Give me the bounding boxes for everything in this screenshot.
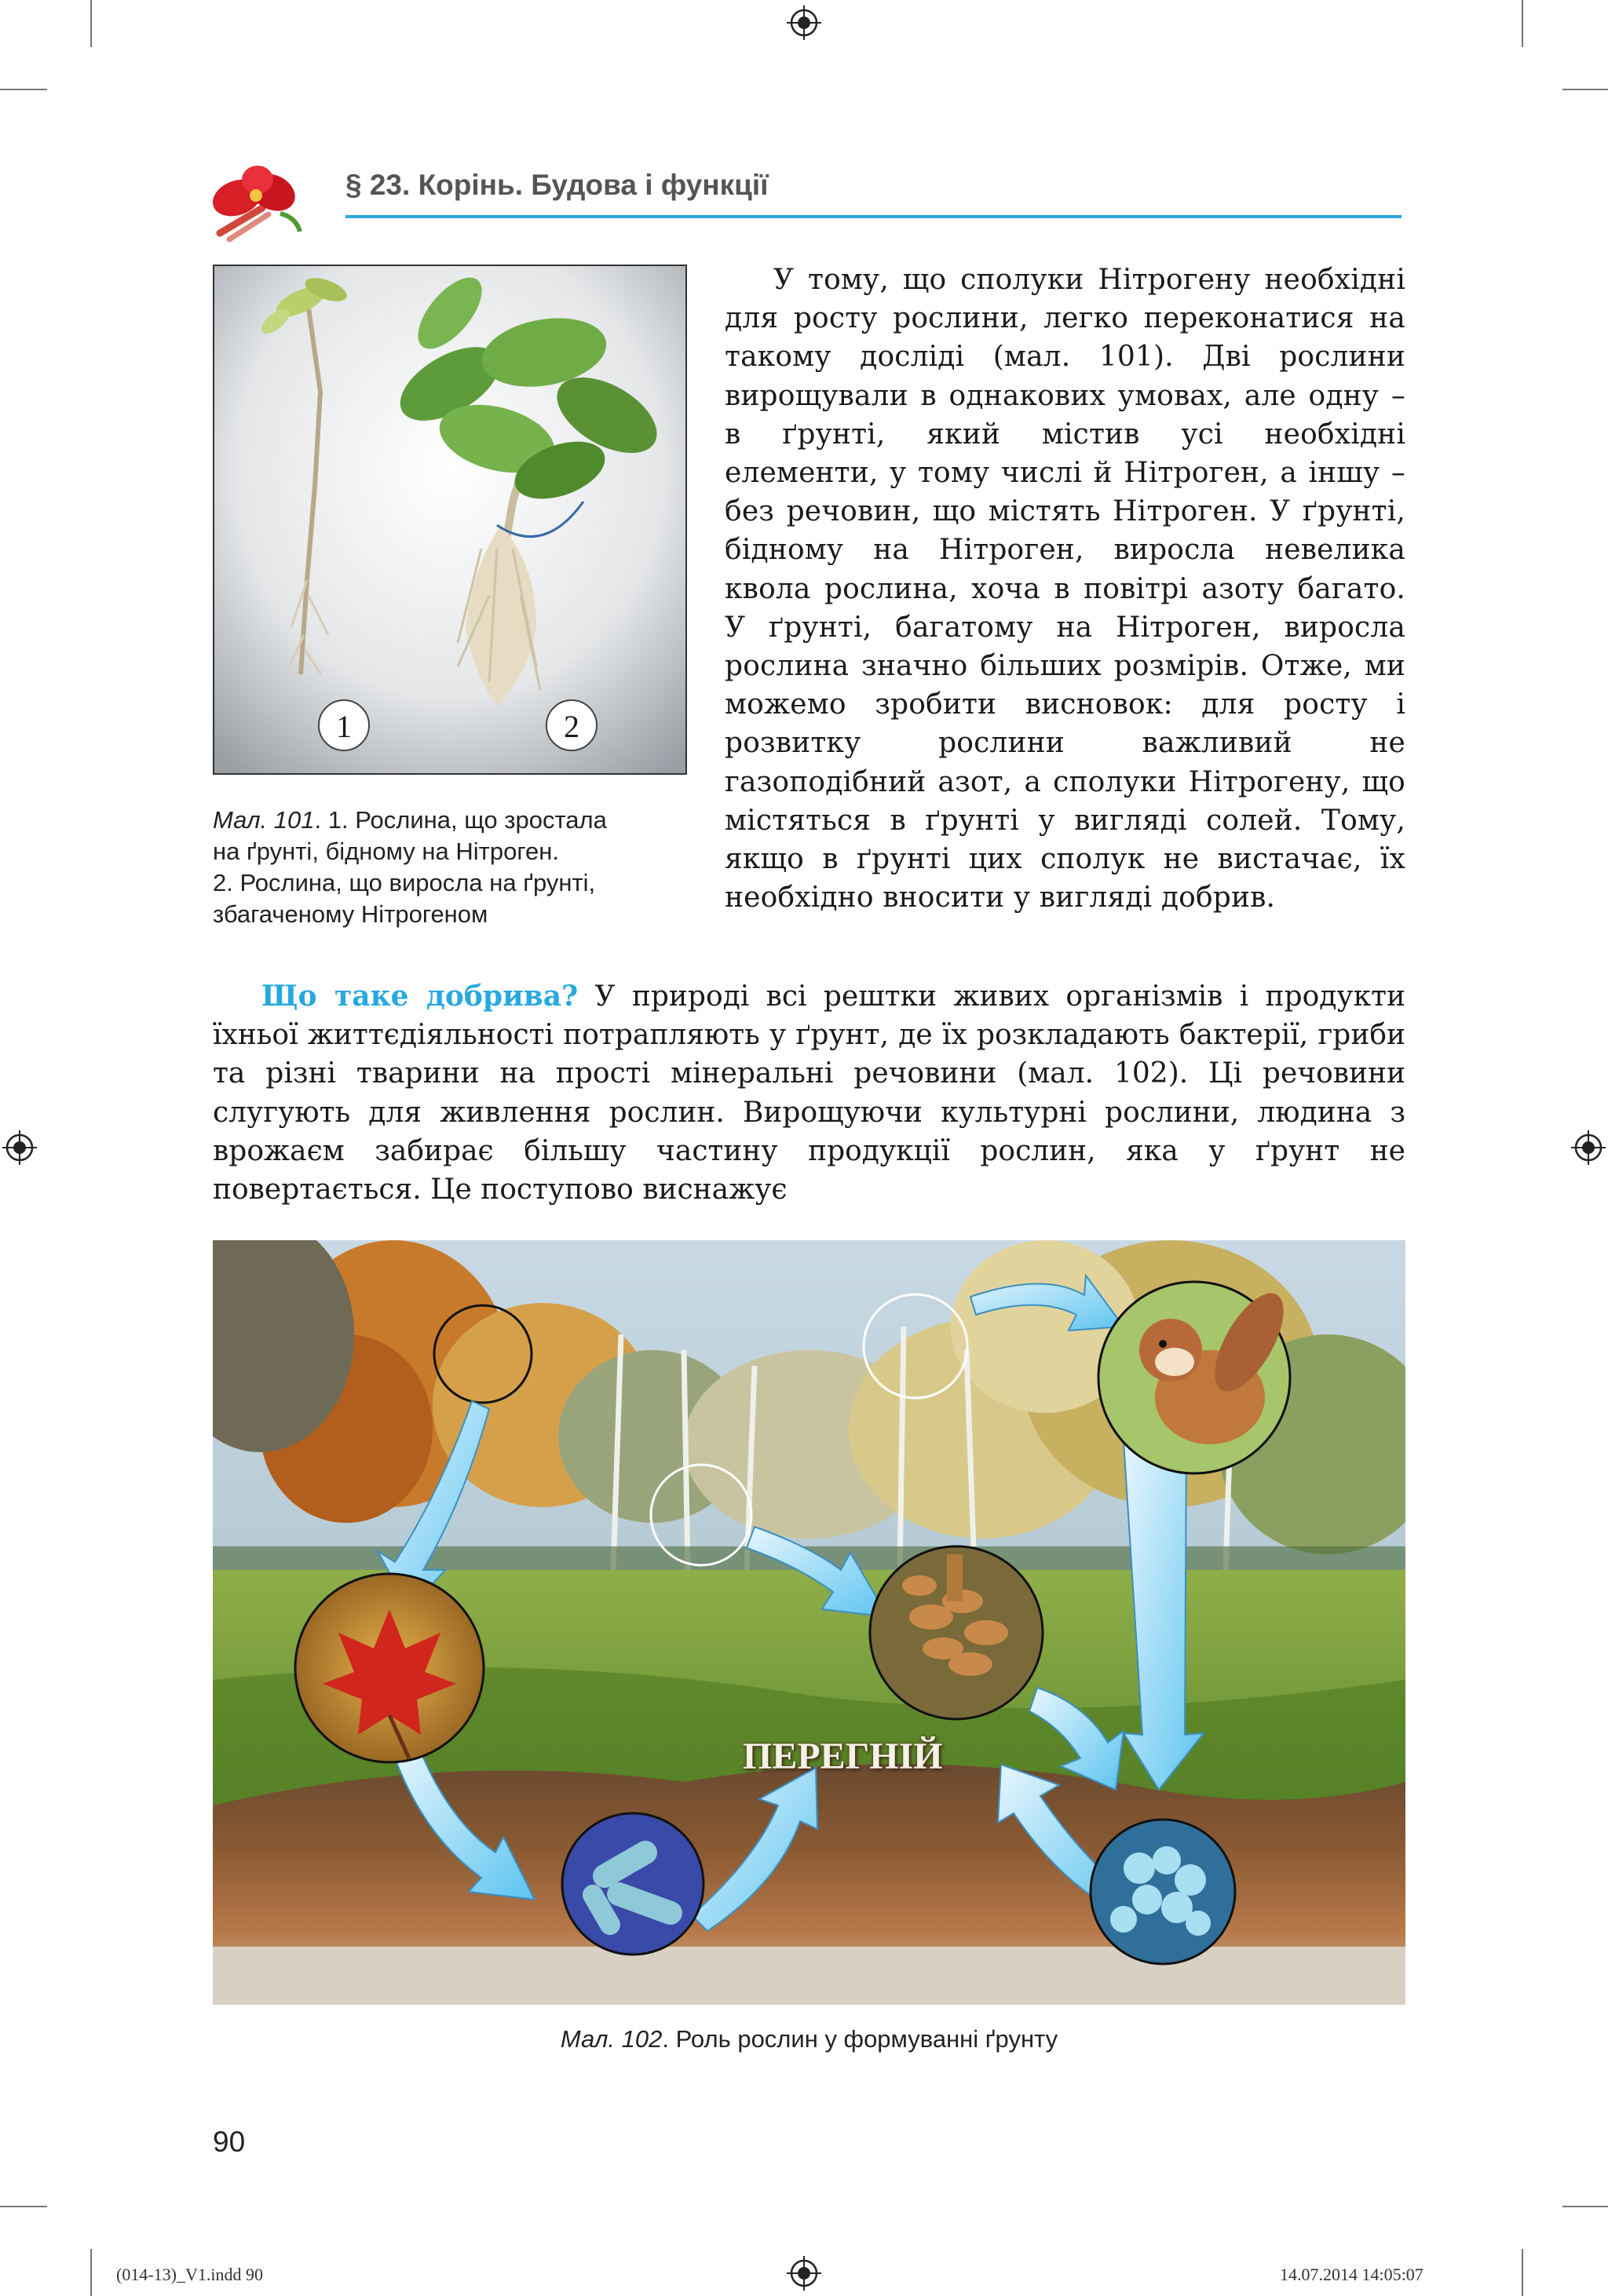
crop-mark — [0, 2206, 47, 2207]
page-number: 90 — [213, 2126, 246, 2158]
humus-label: ПЕРЕГНІЙ — [743, 1736, 943, 1777]
header-rule — [345, 215, 1402, 218]
crop-mark — [90, 0, 92, 47]
print-slug-date: 14.07.2014 14:05:07 — [1280, 2265, 1423, 2284]
flower-logo-icon — [206, 162, 308, 245]
fertilizer-paragraph — [213, 977, 1405, 1209]
figure-102-soil-cycle — [213, 1240, 1405, 2005]
crop-mark — [1522, 2249, 1523, 2296]
caption-lead: Мал. 102 — [560, 2025, 663, 2053]
plant-label-1: 1 — [336, 709, 352, 744]
figure-101-caption — [213, 805, 700, 930]
crop-mark — [1562, 89, 1608, 90]
registration-mark-icon — [2, 1130, 37, 1165]
body-paragraph: У тому, що сполуки Нітрогену необхідні для росту рослини, легко переконатися на такому досліді (мал. 101). Дві рослини вирощували в однакових умовах, але одну – в ґрунті, який містив усі необхідні елементи, у тому числі й Нітроген, а іншу – без речовин, що містять Нітроген. У ґрунті, бідному на Нітроген, виросла невелика квола рослина, хоча в повітрі азоту багато. У ґрунті, багатому на Нітроген, виросла рослина значно більших розмірів. Отже, ми можемо зробити висновок: для росту і розвитку рослини важливий не газоподібний азот, а сполуки Нітрогену, що містяться в ґрунті у вигляді солей. Тому, якщо в ґрунті цих сполук не вистачає, їх необхідно вносити у вигляді добрив. — [725, 264, 1405, 914]
subheading: Що таке добрива? — [261, 980, 579, 1013]
plant-label-2: 2 — [564, 709, 579, 744]
section-title: § 23. Корінь. Будова і функції — [345, 169, 769, 201]
figure-102-caption — [213, 2025, 1405, 2053]
caption-line: на ґрунті, бідному на Нітроген. — [213, 838, 559, 865]
figure-101-plants-photo — [213, 265, 687, 775]
paragraph-text: У природі всі рештки живих організмів і продукти їхньої життєдіяльності потрапляють у ґрунт, де їх розкладають бактерії, гриби та різні тварини на прості мінеральні речовини (мал. 102). Ці речовини слугують для живлення рослин. Вирощуючи культурні рослини, людина з врожаєм забирає більшу частину продукції рослин, яка у ґрунт не повертається. Це поступово виснажує — [213, 980, 1406, 1206]
crop-mark — [90, 2249, 92, 2296]
registration-mark-icon — [787, 5, 821, 40]
caption-rest: . Роль рослин у формуванні ґрунту — [662, 2025, 1058, 2053]
registration-mark-icon — [1571, 1130, 1606, 1165]
caption-line: збагаченому Нітрогеном — [213, 900, 488, 928]
caption-lead: Мал. 101 — [213, 806, 315, 834]
print-slug-file: (014-13)_V1.indd 90 — [116, 2265, 263, 2284]
crop-mark — [1562, 2206, 1608, 2207]
crop-mark — [1522, 0, 1523, 47]
caption-line: 2. Рослина, що виросла на ґрунті, — [213, 869, 596, 896]
crop-mark — [0, 89, 47, 90]
caption-line: . 1. Рослина, що зростала — [314, 806, 607, 834]
registration-mark-icon — [787, 2256, 821, 2291]
